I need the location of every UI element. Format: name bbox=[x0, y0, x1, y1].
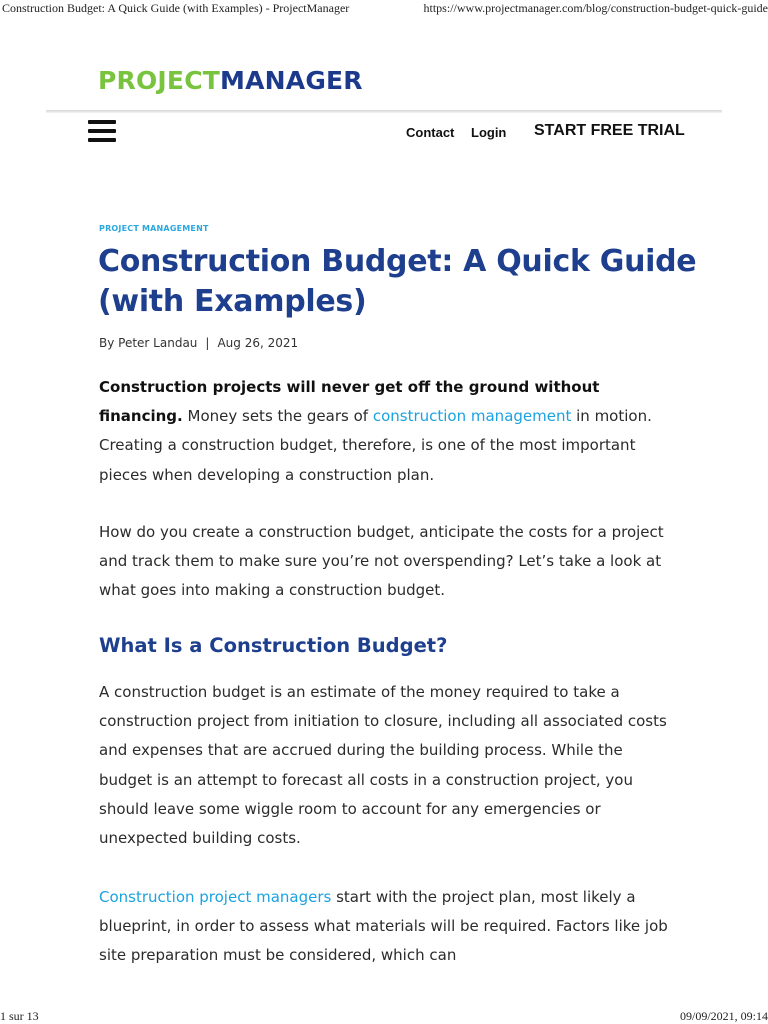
article-date: Aug 26, 2021 bbox=[217, 336, 299, 350]
hamburger-menu-icon[interactable] bbox=[88, 120, 116, 144]
second-paragraph: How do you create a construction budget, anticipate the costs for a project and track them to make sure you’re not overspending? Let’s take a look at what goes into making a construction budget. bbox=[99, 523, 664, 600]
print-page-number: 1 sur 13 bbox=[0, 1009, 39, 1023]
projectmanager-logo[interactable] bbox=[98, 66, 363, 95]
nav-divider bbox=[46, 110, 722, 113]
intro-text-2: in motion. Creating a construction budget, therefore, is one of the most important pieces when developing a construction plan. bbox=[99, 407, 652, 484]
start-free-trial-button[interactable]: START FREE TRIAL bbox=[534, 122, 685, 139]
logo-project-text: PROJECT bbox=[98, 66, 221, 95]
print-header bbox=[0, 0, 768, 16]
intro-bold-text: Construction projects will never get off the ground without financing. bbox=[99, 378, 600, 426]
article-author: By Peter Landau bbox=[99, 336, 198, 350]
article-byline bbox=[99, 336, 298, 350]
intro-text-1: Money sets the gears of bbox=[182, 407, 373, 426]
construction-management-link[interactable]: construction management bbox=[372, 407, 572, 426]
definition-paragraph: A construction budget is an estimate of the money required to take a construction project from initiation to closure, including all associated costs and expenses that are accrued during the building process. While the budget is an attempt to forecast all costs in a construction project, you should leave some wiggle room to account for any emergencies or unexpected building costs. bbox=[99, 683, 667, 848]
section-heading: What Is a Construction Budget? bbox=[99, 634, 448, 657]
article-title: Construction Budget: A Quick Guide (with Examples) bbox=[98, 244, 697, 319]
managers-paragraph bbox=[99, 883, 679, 971]
print-page-title: Construction Budget: A Quick Guide (with Examples) - ProjectManager bbox=[2, 1, 350, 15]
construction-project-managers-link[interactable]: Construction project managers bbox=[99, 888, 332, 906]
print-footer bbox=[0, 1008, 768, 1024]
intro-paragraph bbox=[99, 373, 679, 490]
article-category-link[interactable]: PROJECT MANAGEMENT bbox=[99, 224, 209, 233]
print-page-url: https://www.projectmanager.com/blog/construction-budget-quick-guide bbox=[423, 1, 768, 15]
managers-text: start with the project plan, most likely a blueprint, in order to assess what materials will be required. Factors like job site preparation must be considered, which can bbox=[99, 888, 668, 965]
print-datetime: 09/09/2021, 09:14 bbox=[679, 1009, 768, 1023]
login-link[interactable]: Login bbox=[471, 125, 507, 140]
logo-manager-text: MANAGER bbox=[220, 66, 363, 95]
byline-separator: | bbox=[205, 336, 210, 350]
contact-link[interactable]: Contact bbox=[406, 125, 455, 140]
